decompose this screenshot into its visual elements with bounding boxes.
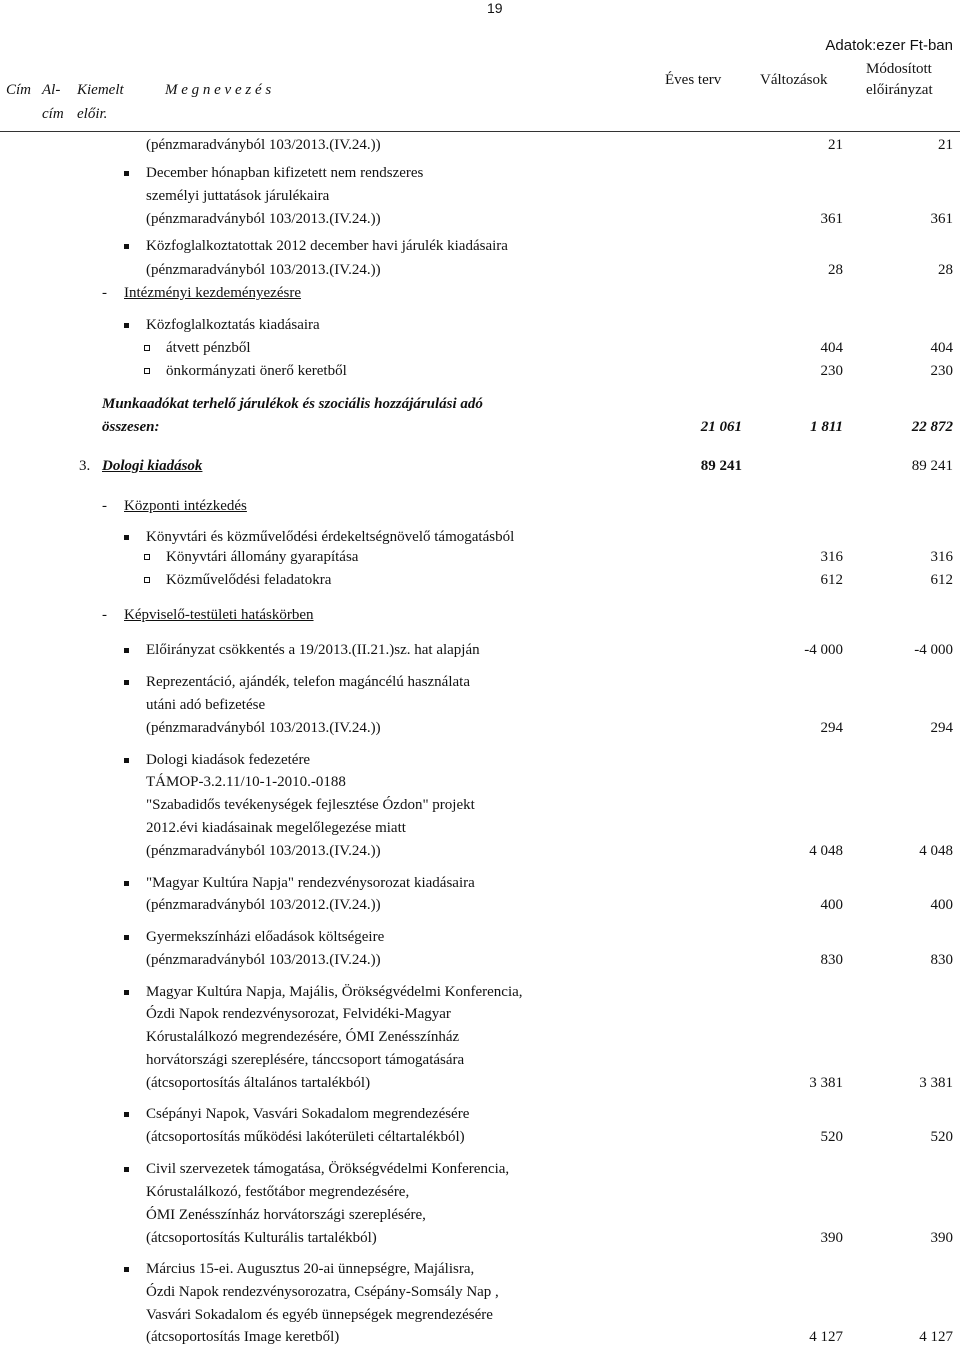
row-text: horvátországi szereplésére, tánccsoport támogatására — [146, 1052, 465, 1068]
table-row — [0, 283, 960, 303]
row-text: 2012.évi kiadásainak megelőlegezése miatt — [146, 820, 406, 836]
row-valtozas: 404 — [820, 340, 843, 356]
table-row — [0, 315, 960, 335]
table-row — [0, 1282, 960, 1302]
row-valtozas: 390 — [820, 1230, 843, 1246]
table-row — [0, 950, 960, 970]
table-row — [0, 1073, 960, 1093]
row-text: Könyvtári állomány gyarapítása — [166, 549, 359, 565]
row-text: önkormányzati önerő keretből — [166, 363, 347, 379]
col-alcim-2: cím — [42, 106, 64, 122]
table-row — [0, 772, 960, 792]
row-eves: 89 241 — [700, 458, 742, 474]
table-row — [0, 640, 960, 660]
col-valtozasok: Változások — [760, 72, 828, 88]
table-row — [0, 394, 960, 414]
row-valtozas: 361 — [820, 211, 843, 227]
row-text: Ózdi Napok rendezvénysorozatra, Csépány-Somsály Nap , — [146, 1284, 499, 1300]
table-row — [0, 605, 960, 625]
row-text: Munkaadókat terhelő járulékok és szociális hozzájárulási adó — [102, 396, 483, 412]
table-row — [0, 873, 960, 893]
table-row — [0, 361, 960, 381]
row-text: Civil szervezetek támogatása, Örökségvédelmi Konferencia, — [146, 1161, 510, 1177]
row-modositott: 316 — [930, 549, 953, 565]
row-text: Kórustalálkozó megrendezésére, ÓMI Zenésszínház — [146, 1029, 460, 1045]
row-text: Képviselő-testületi hatáskörben — [124, 607, 314, 623]
row-modositott: 21 — [938, 137, 953, 153]
table-row — [0, 895, 960, 915]
row-modositott: 22 872 — [911, 419, 953, 435]
row-modositott: 520 — [930, 1129, 953, 1145]
row-text: Reprezentáció, ajándék, telefon magáncélú használata — [146, 674, 470, 690]
row-text: (pénzmaradványból 103/2013.(IV.24.)) — [146, 952, 381, 968]
row-text: "Magyar Kultúra Napja" rendezvénysorozat kiadásaira — [146, 875, 475, 891]
table-row — [0, 1027, 960, 1047]
table-row — [0, 1104, 960, 1124]
row-valtozas: 1 811 — [810, 419, 843, 435]
row-modositott: 4 048 — [919, 843, 953, 859]
row-modositott: 230 — [930, 363, 953, 379]
row-text: "Szabadidős tevékenységek fejlesztése Ózdon" projekt — [146, 797, 475, 813]
row-text: Dologi kiadások — [102, 458, 203, 474]
row-modositott: 612 — [930, 572, 953, 588]
row-modositott: 89 241 — [911, 458, 953, 474]
col-kiemelt: Kiemelt — [77, 82, 124, 98]
table-row — [0, 750, 960, 770]
row-text: Dologi kiadások fedezetére — [146, 752, 311, 768]
row-modositott: 3 381 — [919, 1075, 953, 1091]
row-modositott: 404 — [930, 340, 953, 356]
table-row — [0, 1127, 960, 1147]
row-valtozas: 4 127 — [809, 1329, 843, 1345]
row-modositott: -4 000 — [914, 642, 953, 658]
row-text: személyi juttatások járulékaira — [146, 188, 330, 204]
row-modositott: 4 127 — [919, 1329, 953, 1345]
row-text: (pénzmaradványból 103/2013.(IV.24.)) — [146, 211, 381, 227]
table-row — [0, 927, 960, 947]
row-valtozas: 230 — [820, 363, 843, 379]
row-text: (pénzmaradványból 103/2013.(IV.24.)) — [146, 720, 381, 736]
table-row — [0, 841, 960, 861]
row-dash: - — [102, 498, 107, 514]
table-row — [0, 547, 960, 567]
table-row — [0, 186, 960, 206]
row-text: (pénzmaradványból 103/2012.(IV.24.)) — [146, 897, 381, 913]
row-valtozas: 21 — [828, 137, 843, 153]
table-row-total — [0, 417, 960, 437]
row-text: Közművelődési feladatokra — [166, 572, 332, 588]
row-text: Előirányzat csökkentés a 19/2013.(II.21.)sz. hat alapján — [146, 642, 480, 658]
row-text: Vasvári Sokadalom és egyéb ünnepségek megrendezésére — [146, 1307, 493, 1323]
header-divider — [0, 131, 960, 132]
row-text: Kórustalálkozó, festőtábor megrendezésére, — [146, 1184, 410, 1200]
row-modositott: 294 — [930, 720, 953, 736]
row-text: Intézményi kezdeményezésre — [124, 285, 301, 301]
row-text: utáni adó befizetése — [146, 697, 266, 713]
row-valtozas: 400 — [820, 897, 843, 913]
table-row — [0, 718, 960, 738]
table-row — [0, 163, 960, 183]
row-text: ÓMI Zenésszínház horvátországi szereplésére, — [146, 1207, 426, 1223]
table-row — [0, 570, 960, 590]
table-row — [0, 695, 960, 715]
table-row — [0, 982, 960, 1002]
row-text: (pénzmaradványból 103/2013.(IV.24.)) — [146, 137, 381, 153]
row-modositott: 361 — [930, 211, 953, 227]
table-row — [0, 672, 960, 692]
row-modositott: 28 — [938, 262, 953, 278]
col-megnevezes: M e g n e v e z é s — [165, 82, 272, 98]
col-eves-terv: Éves terv — [665, 72, 722, 88]
row-text: Magyar Kultúra Napja, Majális, Örökségvédelmi Konferencia, — [146, 984, 523, 1000]
row-modositott: 400 — [930, 897, 953, 913]
row-text: (átcsoportosítás Kulturális tartalékból) — [146, 1230, 377, 1246]
row-text: Közfoglalkoztatottak 2012 december havi járulék kiadásaira — [146, 238, 508, 254]
row-text: (pénzmaradványból 103/2013.(IV.24.)) — [146, 262, 381, 278]
table-row — [0, 527, 960, 547]
row-text: Könyvtári és közművelődési érdekeltségnövelő támogatásból — [146, 529, 515, 545]
row-valtozas: 4 048 — [809, 843, 843, 859]
row-text: Központi intézkedés — [124, 498, 247, 514]
row-text: Ózdi Napok rendezvénysorozat, Felvidéki-Magyar — [146, 1006, 451, 1022]
row-text: Március 15-ei. Augusztus 20-ai ünnepségre, Majálisra, — [146, 1261, 475, 1277]
table-row-section — [0, 456, 960, 476]
row-valtozas: 520 — [820, 1129, 843, 1145]
row-valtozas: -4 000 — [804, 642, 843, 658]
row-text: (átcsoportosítás Image keretből) — [146, 1329, 340, 1345]
col-modositott: Módosított — [866, 61, 932, 77]
row-modositott: 830 — [930, 952, 953, 968]
table-row — [0, 818, 960, 838]
row-text: Gyermekszínházi előadások költségeire — [146, 929, 385, 945]
col-modositott-2: előirányzat — [866, 82, 933, 98]
table-row — [0, 1050, 960, 1070]
col-kiemelt-2: előir. — [77, 106, 108, 122]
row-text: összesen: — [102, 419, 160, 435]
units-label: Adatok:ezer Ft-ban — [825, 37, 953, 54]
table-row — [0, 795, 960, 815]
row-text: TÁMOP-3.2.11/10-1-2010.-0188 — [146, 774, 346, 790]
table-row — [0, 209, 960, 229]
row-valtozas: 830 — [820, 952, 843, 968]
table-row — [0, 236, 960, 256]
row-valtozas: 612 — [820, 572, 843, 588]
table-row — [0, 260, 960, 280]
row-text: December hónapban kifizetett nem rendszeres — [146, 165, 424, 181]
row-valtozas: 316 — [820, 549, 843, 565]
row-valtozas: 294 — [820, 720, 843, 736]
table-row — [0, 496, 960, 516]
row-valtozas: 3 381 — [809, 1075, 843, 1091]
table-row — [0, 1004, 960, 1024]
row-text: (átcsoportosítás általános tartalékból) — [146, 1075, 371, 1091]
row-dash: - — [102, 285, 107, 301]
row-eves: 21 061 — [700, 419, 742, 435]
table-row — [0, 1205, 960, 1225]
table-row — [0, 1259, 960, 1279]
col-alcim: Al- — [42, 82, 61, 98]
table-row — [0, 338, 960, 358]
row-text: (pénzmaradványból 103/2013.(IV.24.)) — [146, 843, 381, 859]
table-row — [0, 1327, 960, 1347]
row-text: átvett pénzből — [166, 340, 251, 356]
page-number: 19 — [487, 0, 503, 16]
row-modositott: 390 — [930, 1230, 953, 1246]
row-valtozas: 28 — [828, 262, 843, 278]
row-text: Csépányi Napok, Vasvári Sokadalom megrendezésére — [146, 1106, 470, 1122]
table-row — [0, 135, 960, 155]
row-text: (átcsoportosítás működési lakóterületi céltartalékból) — [146, 1129, 465, 1145]
row-dash: - — [102, 607, 107, 623]
col-cim: Cím — [6, 82, 32, 98]
table-row — [0, 1228, 960, 1248]
row-number: 3. — [79, 458, 91, 474]
table-row — [0, 1305, 960, 1325]
table-row — [0, 1159, 960, 1179]
row-text: Közfoglalkoztatás kiadásaira — [146, 317, 320, 333]
table-row — [0, 1182, 960, 1202]
